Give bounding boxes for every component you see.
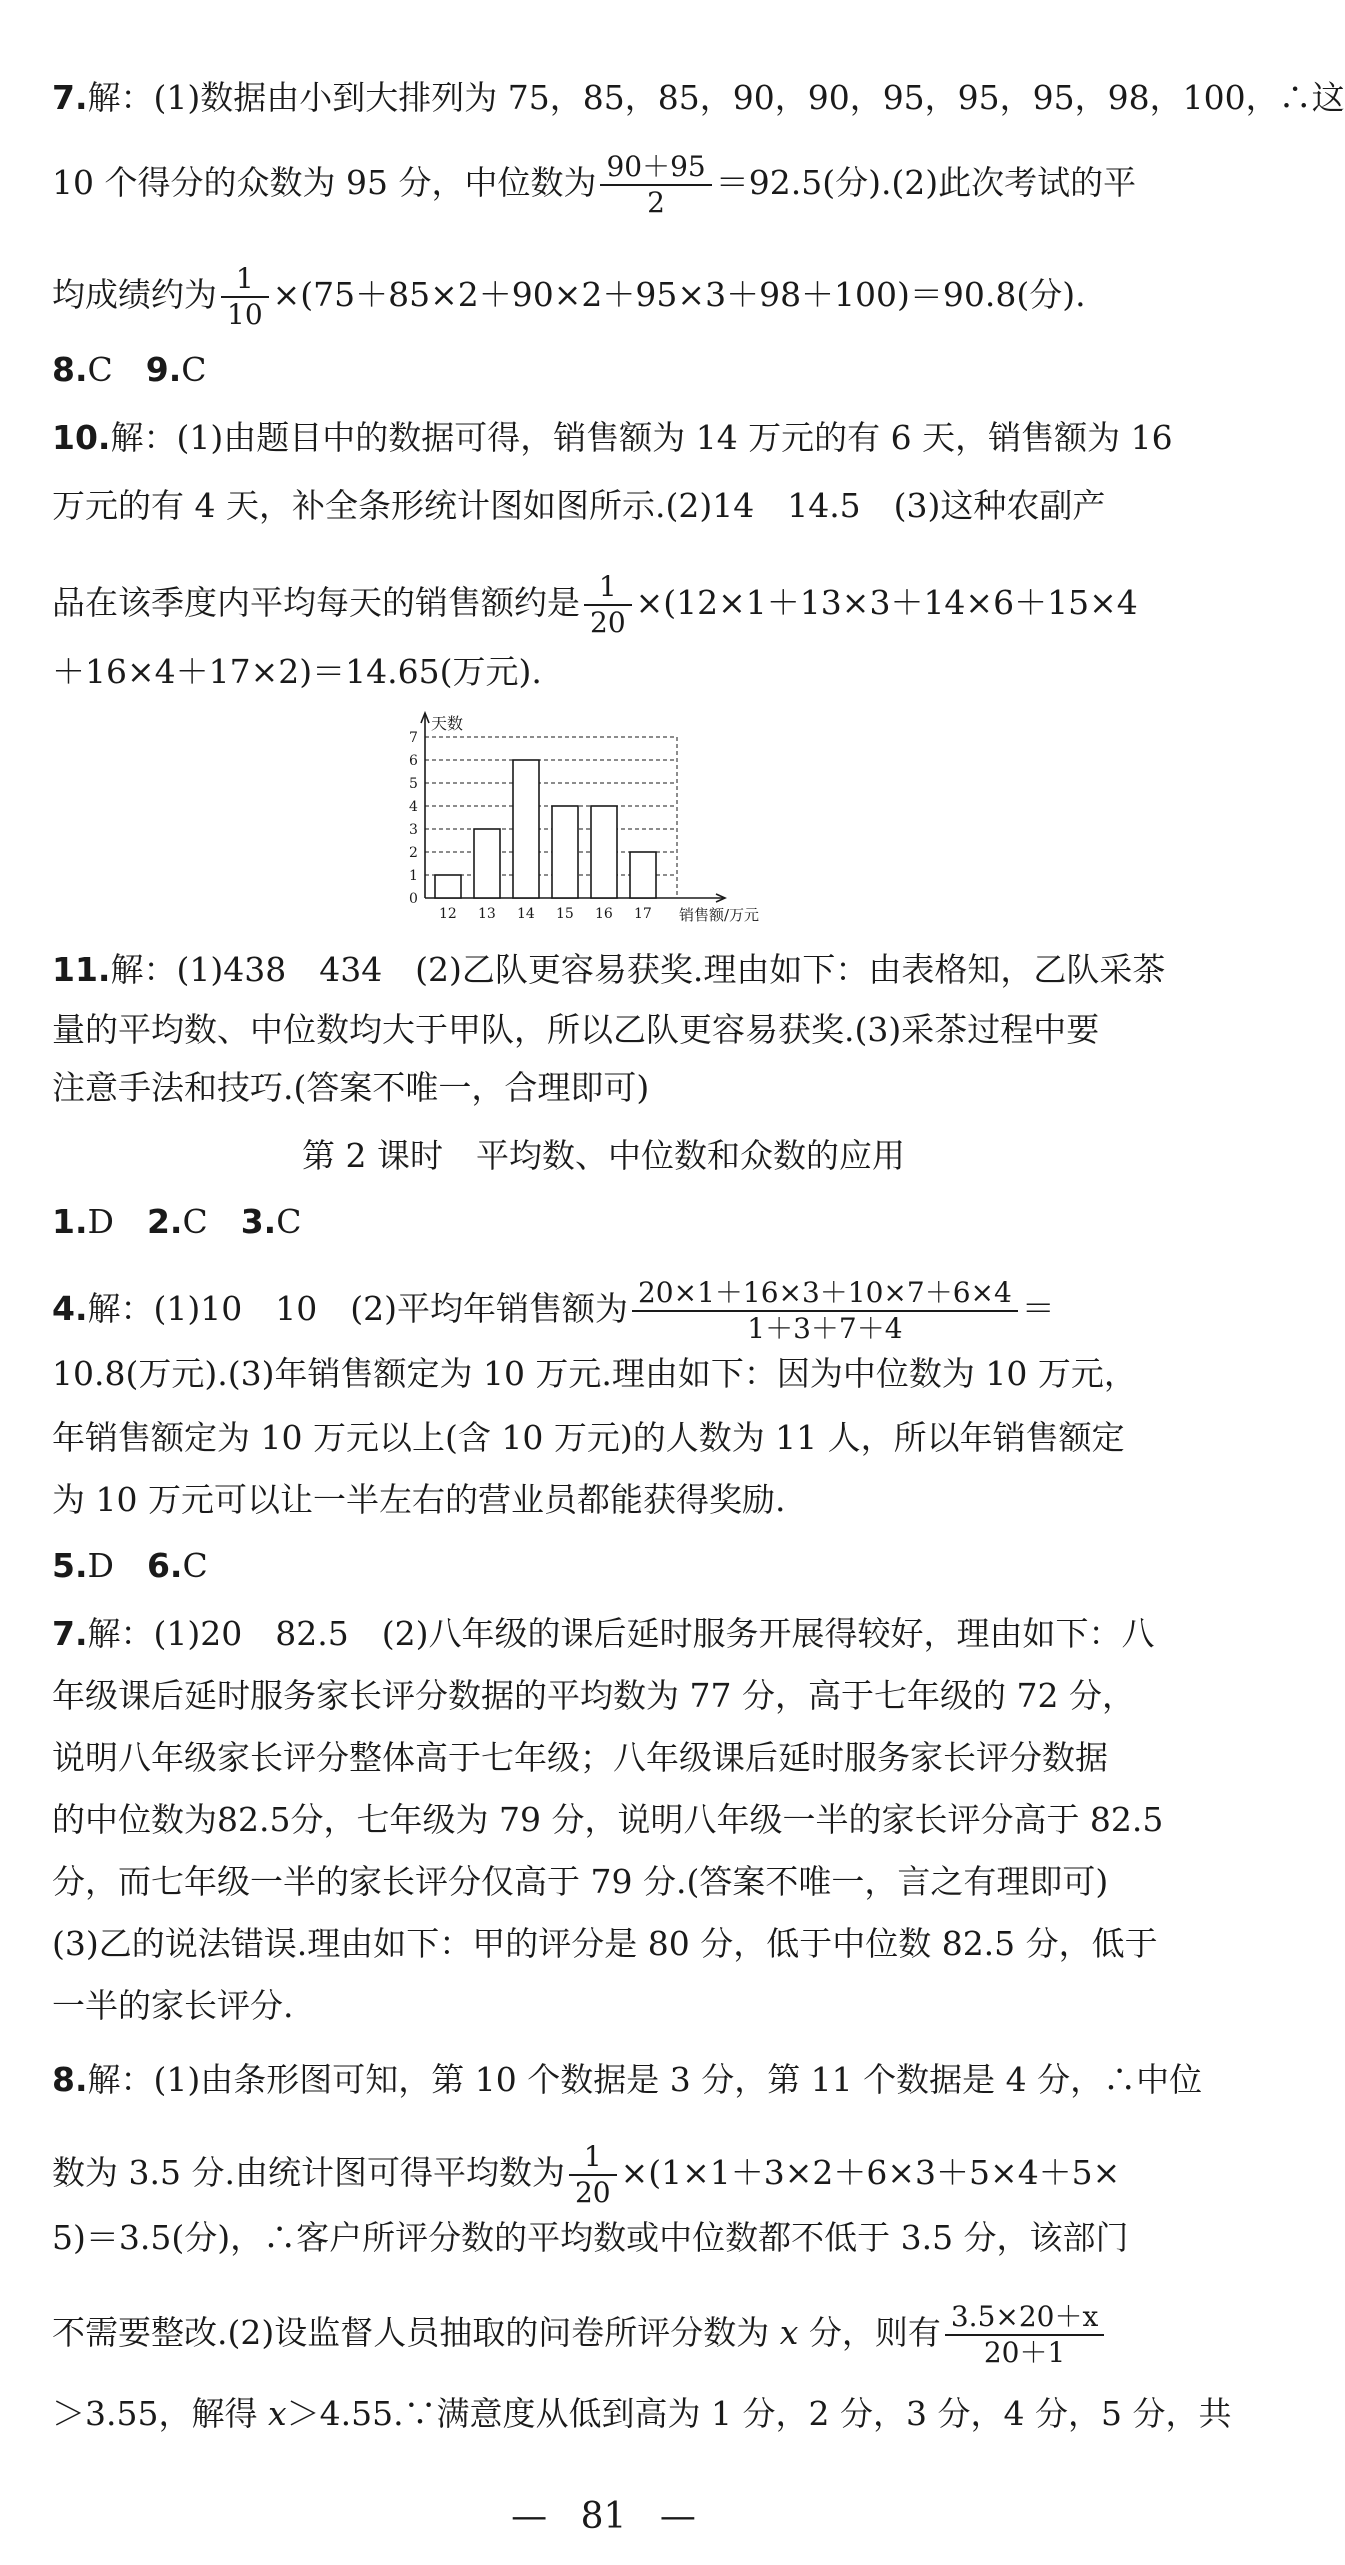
- q7b-line-7: 一半的家长评分.: [52, 1986, 294, 2025]
- bar-17: [630, 852, 656, 898]
- q7b-line-3: 说明八年级家长评分整体高于七年级；八年级课后延时服务家长评分数据: [52, 1738, 1108, 1777]
- q10-line-4: ＋16×4＋17×2)＝14.65(万元).: [52, 652, 542, 691]
- q11-line-1: 11.解：(1)438 434 (2)乙队更容易获奖.理由如下：由表格知，乙队采茶: [52, 950, 1166, 989]
- q5-6-answers: 5.D 6.C: [52, 1546, 208, 1585]
- fraction: $\frac{3.5\times 20+x}{20+1}$: [945, 2300, 1104, 2370]
- fraction: $\frac{1}{20}$: [584, 570, 632, 640]
- y-tick-label: 5: [409, 776, 418, 792]
- q4-line-3: 年销售额定为 10 万元以上(含 10 万元)的人数为 11 人，所以年销售额定: [52, 1418, 1125, 1457]
- q10-line-2: 万元的有 4 天，补全条形统计图如图所示.(2)14 14.5 (3)这种农副产: [52, 486, 1106, 525]
- y-tick-label: 7: [409, 730, 418, 746]
- fraction: $\frac{1}{10}$: [221, 262, 269, 332]
- q7b-line-2: 年级课后延时服务家长评分数据的平均数为 77 分，高于七年级的 72 分，: [52, 1676, 1135, 1715]
- bar-12: [435, 875, 461, 898]
- q8b-line-3: 5)＝3.5(分)，∴客户所评分数的平均数或中位数都不低于 3.5 分，该部门: [52, 2218, 1129, 2257]
- q7-line-3: 均成绩约为 $\frac{1}{10}$ ×(75＋85×2＋90×2＋95×3＋98＋100)＝90.8(分).: [52, 262, 1086, 331]
- q10-line-1: 10.解：(1)由题目中的数据可得，销售额为 14 万元的有 6 天，销售额为 16: [52, 418, 1173, 457]
- y-tick-label: 4: [409, 799, 418, 815]
- y-axis-label: 天数: [431, 714, 464, 733]
- section-title: 第 2 课时 平均数、中位数和众数的应用: [302, 1136, 905, 1175]
- sales-bar-chart: [395, 706, 795, 928]
- bar-15: [552, 806, 578, 898]
- q11-line-3: 注意手法和技巧.(答案不唯一，合理即可): [52, 1068, 650, 1107]
- q8b-line-1: 8.解：(1)由条形图可知，第 10 个数据是 3 分，第 11 个数据是 4 分，∴中位: [52, 2060, 1203, 2099]
- fraction: $\frac{20\times 1+16\times 3+10\times 7+6\times 4}{1+3+7+4}$: [632, 1276, 1018, 1346]
- x-tick-label: 15: [556, 906, 574, 922]
- q7b-line-5: 分，而七年级一半的家长评分仅高于 79 分.(答案不唯一，言之有理即可): [52, 1862, 1109, 1901]
- fraction: $\frac{90+95}{2}$: [600, 150, 711, 220]
- bar-13: [474, 829, 500, 898]
- q7-line-2: 10 个得分的众数为 95 分，中位数为 $\frac{90+95}{2}$ ＝92.5(分).(2)此次考试的平: [52, 150, 1137, 219]
- page-footer: — 81 —: [511, 2496, 696, 2537]
- y-tick-label: 2: [409, 845, 418, 861]
- page-number: 81: [580, 2496, 627, 2537]
- q7b-line-1: 7.解：(1)20 82.5 (2)八年级的课后延时服务开展得较好，理由如下：八: [52, 1614, 1155, 1653]
- bar-16: [591, 806, 617, 898]
- q8-9-answers: 8.C 9.C: [52, 350, 207, 389]
- y-tick-label: 6: [409, 753, 418, 769]
- q7b-line-6: (3)乙的说法错误.理由如下：甲的评分是 80 分，低于中位数 82.5 分，低于: [52, 1924, 1158, 1963]
- x-axis-label: 销售额/万元: [679, 906, 760, 924]
- q8b-line-5: ＞3.55，解得 x＞4.55.∵满意度从低到高为 1 分，2 分，3 分，4 分，5 分，共: [52, 2394, 1232, 2433]
- q4-line-4: 为 10 万元可以让一半左右的营业员都能获得奖励.: [52, 1480, 786, 1519]
- q8b-line-4: 不需要整改.(2)设监督人员抽取的问卷所评分数为 x 分，则有 $\frac{3.5\times 20+x}{20+1}$: [52, 2300, 1152, 2370]
- x-tick-label: 12: [439, 906, 457, 922]
- q7b-line-4: 的中位数为82.5分，七年级为 79 分，说明八年级一半的家长评分高于 82.5: [52, 1800, 1164, 1839]
- y-tick-label: 3: [409, 822, 418, 838]
- fraction: $\frac{1}{20}$: [569, 2140, 617, 2210]
- x-tick-label: 16: [595, 906, 613, 922]
- x-tick-label: 13: [478, 906, 496, 922]
- q8b-line-2: 数为 3.5 分.由统计图可得平均数为 $\frac{1}{20}$ ×(1×1＋3×2＋6×3＋5×4＋5×: [52, 2140, 1121, 2209]
- y-tick-label: 1: [409, 868, 418, 884]
- q7-line-1: 7.解：(1)数据由小到大排列为 75，85，85，90，90，95，95，95，98，100，∴这: [52, 78, 1345, 117]
- x-tick-label: 17: [634, 906, 652, 922]
- q10-line-3: 品在该季度内平均每天的销售额约是 $\frac{1}{20}$ ×(12×1＋13×3＋14×6＋15×4: [52, 570, 1138, 639]
- q4-line-1: 4.解：(1)10 10 (2)平均年销售额为 $\frac{20\times 1+16\times 3+10\times 7+6\times 4}{1+3+7+4}$ ＝: [52, 1276, 1055, 1345]
- y-tick-label: 0: [409, 891, 418, 907]
- x-tick-label: 14: [517, 906, 535, 922]
- bar-14: [513, 760, 539, 898]
- q4-line-2: 10.8(万元).(3)年销售额定为 10 万元.理由如下：因为中位数为 10 万元，: [52, 1354, 1137, 1393]
- q1-3-answers: 1.D 2.C 3.C: [52, 1202, 302, 1241]
- q11-line-2: 量的平均数、中位数均大于甲队，所以乙队更容易获奖.(3)采茶过程中要: [52, 1010, 1100, 1049]
